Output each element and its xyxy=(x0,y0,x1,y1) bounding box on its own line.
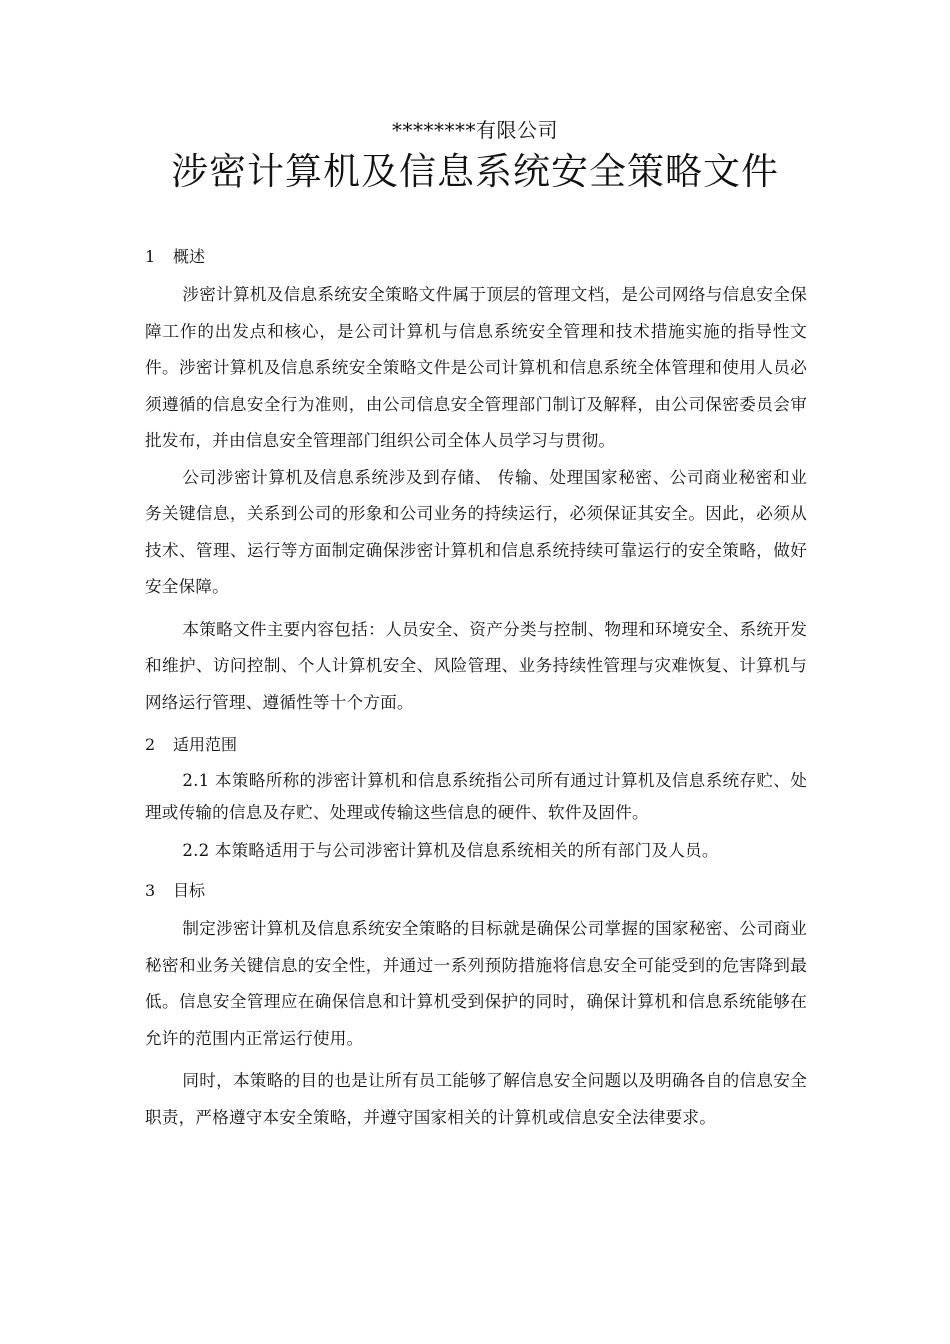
section-title: 概述 xyxy=(173,247,206,266)
section-title: 适用范围 xyxy=(173,735,238,754)
paragraph: 涉密计算机及信息系统安全策略文件属于顶层的管理文档，是公司网络与信息安全保障工作的出发点和核心，是公司计算机与信息系统安全管理和技术措施实施的指导性文件。涉密计算机及信息系统安全策略文件是公司计算机和信息系统全体管理和使用人员必须遵循的信息安全行为准则，由公司信息安全管理部门制订及解释，由公司保密委员会审批发布，并由信息安全管理部门组织公司全体人员学习与贯彻。 xyxy=(145,285,807,450)
section-number: 3 xyxy=(145,881,156,900)
section-number: 2 xyxy=(145,735,156,754)
document-body xyxy=(145,243,807,1136)
paragraph: 2.2 本策略适用于与公司涉密计算机及信息系统相关的所有部门及人员。 xyxy=(182,841,719,860)
section-title: 目标 xyxy=(173,881,206,900)
paragraph: 同时，本策略的目的也是让所有员工能够了解信息安全问题以及明确各自的信息安全职责，严格遵守本安全策略，并遵守国家相关的计算机或信息安全法律要求。 xyxy=(145,1071,807,1127)
paragraph: 本策略文件主要内容包括：人员安全、资产分类与控制、物理和环境安全、系统开发和维护、访问控制、个人计算机安全、风险管理、业务持续性管理与灾难恢复、计算机与网络运行管理、遵循性等十个方面。 xyxy=(145,619,807,712)
paragraph: 公司涉密计算机及信息系统涉及到存储、 传输、处理国家秘密、公司商业秘密和业务关键信息，关系到公司的形象和公司业务的持续运行，必须保证其安全。因此，必须从技术、管理、运行等方面制定确保涉密计算机和信息系统持续可靠运行的安全策略，做好安全保障。 xyxy=(145,467,807,596)
paragraph: 2.1 本策略所称的涉密计算机和信息系统指公司所有通过计算机及信息系统存贮、处理或传输的信息及存贮、处理或传输这些信息的硬件、软件及固件。 xyxy=(145,771,807,822)
paragraph: 制定涉密计算机及信息系统安全策略的目标就是确保公司掌握的国家秘密、公司商业秘密和业务关键信息的安全性，并通过一系列预防措施将信息安全可能受到的危害降到最低。信息安全管理应在确保信息和计算机受到保护的同时，确保计算机和信息系统能够在允许的范围内正常运行使用。 xyxy=(145,919,807,1048)
section-heading-goals xyxy=(145,877,807,905)
company-name: ********有限公司 xyxy=(392,118,558,142)
section-number: 1 xyxy=(145,247,156,266)
document-title: 涉密计算机及信息系统安全策略文件 xyxy=(171,150,779,193)
section-heading-overview xyxy=(145,243,807,271)
section-heading-scope xyxy=(145,731,807,759)
